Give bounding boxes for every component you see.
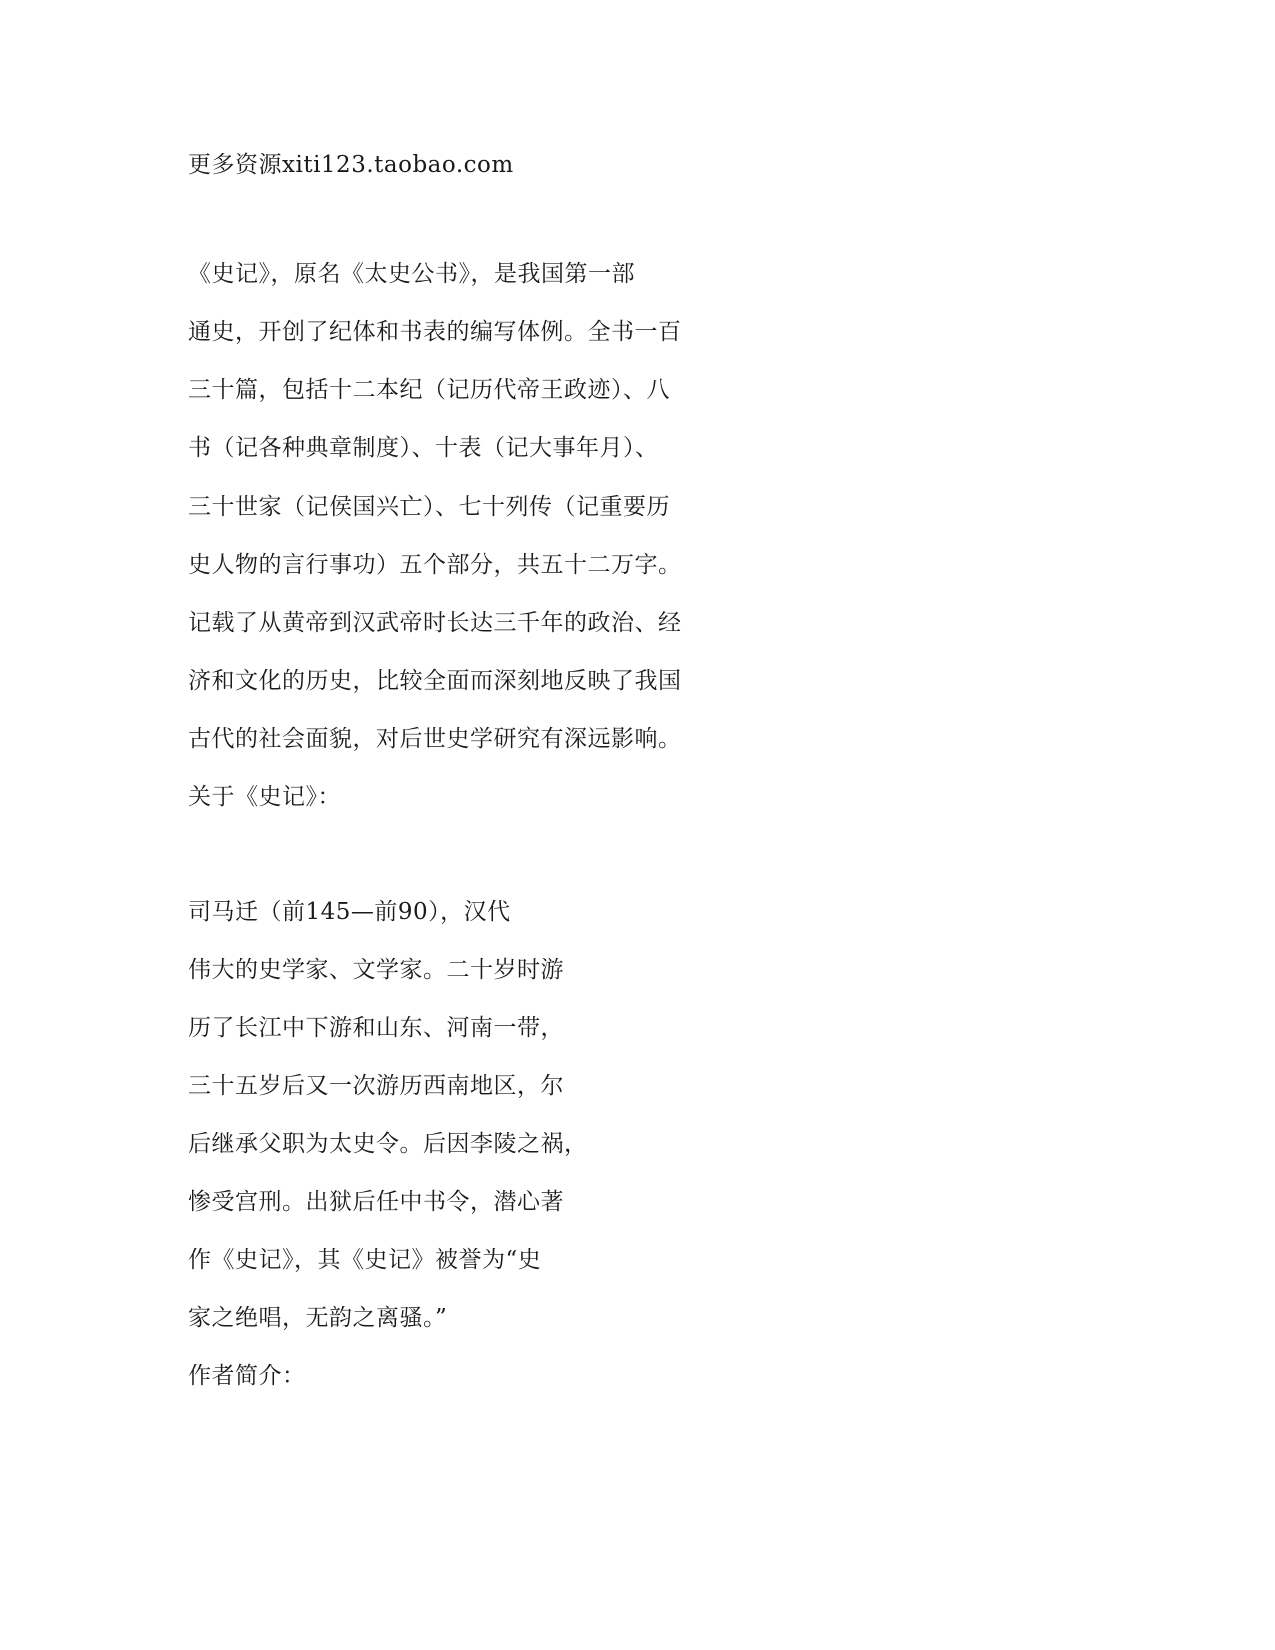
paragraph-line: 伟大的史学家、文学家。二十岁时游: [188, 957, 564, 983]
paragraph-line: 作《史记》，其《史记》被誉为“史: [188, 1247, 542, 1273]
paragraph-line: 通史，开创了纪体和书表的编写体例。全书一百: [188, 319, 682, 345]
paragraph-line: 记载了从黄帝到汉武帝时长达三千年的政治、经: [188, 610, 682, 636]
paragraph-line: 家之绝唱，无韵之离骚。”: [188, 1305, 448, 1331]
source-link-text: 更多资源xiti123.taobao.com: [188, 152, 514, 178]
paragraph-line: 济和文化的历史，比较全面而深刻地反映了我国: [188, 668, 682, 694]
paragraph-line: 后继承父职为太史令。后因李陵之祸，: [188, 1131, 588, 1157]
paragraph-line: 惨受宫刑。出狱后任中书令，潜心著: [188, 1189, 564, 1215]
paragraph-line: 古代的社会面貌，对后世史学研究有深远影响。: [188, 726, 682, 752]
paragraph-line: 《史记》，原名《太史公书》，是我国第一部: [188, 261, 635, 287]
paragraph-line: 历了长江中下游和山东、河南一带，: [188, 1015, 564, 1041]
paragraph-line: 三十五岁后又一次游历西南地区，尔: [188, 1073, 564, 1099]
paragraph-line: 史人物的言行事功）五个部分，共五十二万字。: [188, 552, 682, 578]
paragraph-line: 三十篇，包括十二本纪（记历代帝王政迹）、八: [188, 377, 670, 403]
paragraph-line: 三十世家（记侯国兴亡）、七十列传（记重要历: [188, 494, 670, 520]
paragraph-line: 书（记各种典章制度）、十表（记大事年月）、: [188, 435, 659, 461]
section-label-author-intro: 作者简介：: [188, 1363, 306, 1389]
section-label-about-shiji: 关于《史记》：: [188, 784, 341, 810]
paragraph-line: 司马迁（前145—前90），汉代: [188, 899, 511, 925]
